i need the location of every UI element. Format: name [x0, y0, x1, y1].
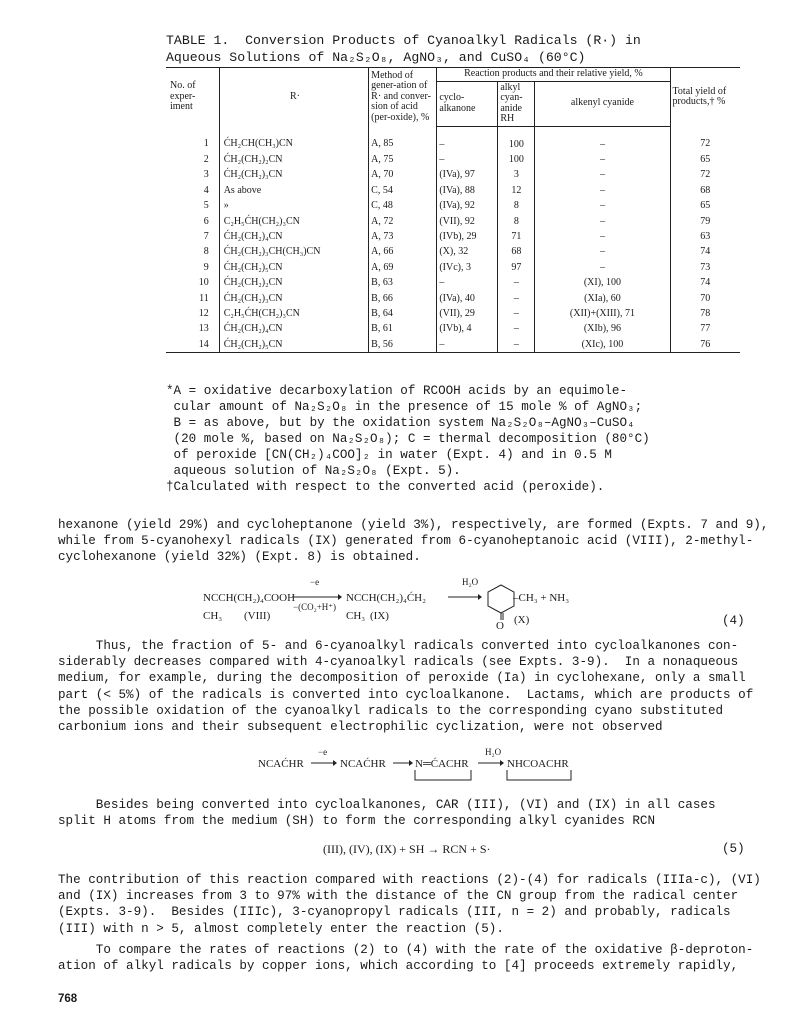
page-number: 768 — [58, 993, 78, 1005]
cell-alkenyl-cyanide: – — [535, 244, 670, 259]
cell-alkenyl-cyanide: – — [535, 167, 670, 182]
text-line: (Expts. 3-9). Besides (IIIc), 3-cyanopropyl radicals (III, n = 2) and probably, radicals — [58, 905, 731, 920]
table-row — [166, 275, 740, 290]
table-footnotes — [166, 383, 650, 495]
cell-method: A, 85 — [369, 126, 437, 152]
lactam-cyclized: N═ĆACHR — [415, 758, 469, 770]
cell-alkenyl-cyanide: (XI), 100 — [535, 275, 670, 290]
cell-method: A, 72 — [369, 213, 437, 228]
header-cycloalkanone: cyclo-alkanone — [437, 81, 498, 126]
cell-alkenyl-cyanide: (XIc), 100 — [535, 337, 670, 353]
cell-method: A, 75 — [369, 152, 437, 167]
eq4-intermediate-label: (IX) — [370, 610, 389, 622]
text-line: while from 5-cyanohexyl radicals (IX) generated from 6-cyanoheptanoic acid (VIII), 2-methyl- — [58, 534, 754, 549]
cell-alkyl-cyanide: 97 — [498, 260, 535, 275]
table-body — [166, 126, 740, 352]
cell-method: C, 48 — [369, 198, 437, 213]
text-line: To compare the rates of reactions (2) to (4) with the rate of the oxidative β-deproton- — [58, 943, 754, 957]
eq4-reactant-label: (VIII) — [244, 610, 271, 622]
cell-cycloalkanone: (X), 32 — [437, 244, 498, 259]
cell-total-yield: 74 — [670, 275, 740, 290]
cell-experiment-no: 7 — [203, 231, 209, 243]
eq4-arrow-2 — [448, 592, 482, 602]
footnote-line: †Calculated with respect to the converted acid (peroxide). — [166, 480, 605, 494]
cell-total-yield: 79 — [670, 213, 740, 228]
table-row — [166, 152, 740, 167]
cell-experiment-no: 2 — [203, 154, 209, 166]
cell-method: B, 56 — [369, 337, 437, 353]
table-caption-line-1: TABLE 1. Conversion Products of Cyanoalkyl Radicals (R·) in — [166, 33, 641, 48]
cell-experiment-no: 8 — [203, 246, 209, 258]
paragraph-1 — [58, 517, 769, 566]
lactam-arrow-1-label: −e — [318, 747, 328, 757]
table-row — [166, 167, 740, 182]
lactam-ring-bracket-1 — [413, 770, 475, 782]
cell-alkenyl-cyanide: – — [535, 229, 670, 244]
eq4-product-label: (X) — [514, 614, 530, 626]
cell-cycloalkanone: – — [437, 275, 498, 290]
cell-alkyl-cyanide: 12 — [498, 183, 535, 198]
text-line: Thus, the fraction of 5- and 6-cyanoalkyl radicals converted into cycloalkanones con- — [58, 639, 739, 653]
text-line: carbonium ions and their subsequent electrophilic cyclization, were not observed — [58, 720, 663, 735]
text-line: (III) with n > 5, almost completely enter the reaction (5). — [58, 921, 504, 936]
paragraph-2 — [58, 638, 758, 735]
table-row — [166, 306, 740, 321]
footnote-line: B = as above, but by the oxidation system Na₂S₂O₈–AgNO₃–CuSO₄ — [166, 416, 635, 430]
cell-cycloalkanone: (VII), 29 — [437, 306, 498, 321]
table-row — [166, 321, 740, 336]
cell-experiment-no: 11 — [199, 292, 209, 304]
cell-alkenyl-cyanide: – — [535, 260, 670, 275]
header-reaction-products: Reaction products and their relative yield, % — [437, 68, 670, 82]
cell-cycloalkanone: (IVb), 29 — [437, 229, 498, 244]
cell-cycloalkanone: (IVa), 92 — [437, 198, 498, 213]
table-row — [166, 183, 740, 198]
text-line: the possible oxidation of the cyanoalkyl radicals to the corresponding cyano substituted — [58, 703, 724, 718]
cell-total-yield: 65 — [670, 198, 740, 213]
cell-cycloalkanone: (IVc), 3 — [437, 260, 498, 275]
cell-radical: ĆH₂(CH₂)₂CN — [219, 152, 368, 167]
cell-experiment-no: 4 — [203, 184, 209, 196]
cell-method: A, 73 — [369, 229, 437, 244]
text-line: The contribution of this reaction compared with reactions (2)-(4) for radicals (IIIa-c), (VI) — [58, 873, 761, 887]
text-line: siderably decreases compared with 4-cyanoalkyl radicals (see Expts. 3-9). In a nonaqueous — [58, 655, 739, 670]
cell-alkyl-cyanide: 68 — [498, 244, 535, 259]
cell-alkyl-cyanide: – — [498, 275, 535, 290]
cell-alkyl-cyanide: 3 — [498, 167, 535, 182]
cell-alkenyl-cyanide: (XIb), 96 — [535, 321, 670, 336]
cell-cycloalkanone: (IVa), 88 — [437, 183, 498, 198]
lactam-arrow-3 — [478, 758, 504, 768]
cell-total-yield: 74 — [670, 244, 740, 259]
cell-total-yield: 63 — [670, 229, 740, 244]
cell-radical: ĆH₂(CH₂)₄CN — [219, 229, 368, 244]
footnote-line: (20 mole %, based on Na₂S₂O₈); C = thermal decomposition (80°C) — [166, 432, 650, 446]
cell-alkenyl-cyanide: (XIa), 60 — [535, 290, 670, 305]
cell-alkyl-cyanide: – — [498, 321, 535, 336]
cell-radical: ĆH₂(CH₂)₅CN — [219, 337, 368, 353]
cell-method: B, 61 — [369, 321, 437, 336]
table-row — [166, 229, 740, 244]
cell-method: A, 69 — [369, 260, 437, 275]
cell-total-yield: 70 — [670, 290, 740, 305]
cell-cycloalkanone: (IVb), 4 — [437, 321, 498, 336]
lactam-arrow-2 — [393, 758, 413, 768]
cell-method: A, 66 — [369, 244, 437, 259]
header-method: Method of gener-ation of R· and conver-sion of acid (per-oxide), % — [369, 68, 437, 127]
footnote-line: of peroxide [CN(CH₂)₄COO]₂ in water (Expt. 4) and in 0.5 M — [166, 448, 612, 462]
cell-experiment-no: 10 — [198, 277, 209, 289]
lactam-reactant: NCAĆHR — [258, 758, 304, 770]
table-row — [166, 213, 740, 228]
table-row — [166, 290, 740, 305]
lactam-ring-bracket-2 — [505, 770, 575, 782]
cell-cycloalkanone: – — [437, 152, 498, 167]
cell-radical: ĆH₂(CH₂)₃CH(CH₃)CN — [219, 244, 368, 259]
cell-method: B, 64 — [369, 306, 437, 321]
cell-cycloalkanone: – — [437, 126, 498, 152]
cell-total-yield: 73 — [670, 260, 740, 275]
cell-radical: ĆH₂(CH₂)₂CN — [219, 275, 368, 290]
cell-radical: ĆH₂(CH₂)₅CN — [219, 260, 368, 275]
lactam-cation: NCAĆHR — [340, 758, 386, 770]
cell-cycloalkanone: (IVa), 40 — [437, 290, 498, 305]
footnote-line: aqueous solution of Na₂S₂O₈ (Expt. 5). — [166, 464, 461, 478]
lactam-arrow-1 — [311, 758, 337, 768]
cell-radical: C₂H₅ĆH(CH₂)₃CN — [219, 306, 368, 321]
paragraph-3 — [58, 797, 758, 829]
cell-method: A, 70 — [369, 167, 437, 182]
table-caption-line-2: Aqueous Solutions of Na₂S₂O₈, AgNO₃, and CuSO₄ (60°C) — [166, 50, 586, 65]
cell-radical: As above — [219, 183, 368, 198]
cell-radical: C₂H₅ĆH(CH₂)₃CN — [219, 213, 368, 228]
eq5-expression: (III), (IV), (IX) + SH → RCN + S· — [323, 842, 491, 856]
cell-alkenyl-cyanide: – — [535, 126, 670, 152]
cell-alkenyl-cyanide: – — [535, 183, 670, 198]
text-line: Besides being converted into cycloalkanones, CAR (III), (VI) and (IX) in all cases — [58, 798, 716, 812]
table-caption — [166, 32, 766, 66]
cell-total-yield: 68 — [670, 183, 740, 198]
eq4-arrow-1 — [292, 592, 342, 602]
cell-alkenyl-cyanide: – — [535, 152, 670, 167]
header-radical: R· — [219, 68, 368, 127]
cell-alkyl-cyanide: – — [498, 337, 535, 353]
text-line: and (IX) increases from 3 to 97% with the distance of the CN group from the radical center — [58, 889, 739, 904]
cell-total-yield: 65 — [670, 152, 740, 167]
cell-experiment-no: 12 — [198, 307, 209, 319]
eq4-arrow-top-label: −e — [310, 577, 320, 587]
cell-total-yield: 76 — [670, 337, 740, 353]
cell-cycloalkanone: – — [437, 337, 498, 353]
cell-experiment-no: 1 — [203, 138, 209, 150]
cell-experiment-no: 13 — [198, 323, 209, 335]
table-row — [166, 244, 740, 259]
cell-method: C, 54 — [369, 183, 437, 198]
cell-radical: ĆH₂(CH₂)₄CN — [219, 321, 368, 336]
text-line: medium, for example, during the decomposition of peroxide (Ia) in cyclohexane, only a small — [58, 671, 746, 686]
eq4-product-tail: –CH₃ + NH₃ — [513, 592, 570, 604]
cell-total-yield: 78 — [670, 306, 740, 321]
eq4-arrow-bottom-label: −(CO₂+H⁺) — [293, 602, 337, 612]
cell-alkyl-cyanide: 8 — [498, 198, 535, 213]
cell-alkenyl-cyanide: – — [535, 198, 670, 213]
cell-experiment-no: 9 — [203, 261, 209, 273]
text-line: split H atoms from the medium (SH) to form the corresponding alkyl cyanides RCN — [58, 814, 656, 829]
text-line: cyclohexanone (yield 32%) (Expt. 8) is obtained. — [58, 550, 421, 565]
cell-alkenyl-cyanide: – — [535, 213, 670, 228]
header-experiment-no: No. of exper-iment — [166, 68, 219, 127]
cell-alkyl-cyanide: – — [498, 290, 535, 305]
cell-radical: ĆH₂(CH₂)₃CN — [219, 290, 368, 305]
cell-alkyl-cyanide: 100 — [498, 152, 535, 167]
eq4-product-oxygen: O — [496, 620, 504, 632]
header-alkyl-cyanide: alkyl cyan-anide RH — [498, 81, 535, 126]
cell-radical: » — [219, 198, 368, 213]
footnote-line: cular amount of Na₂S₂O₈ in the presence of 15 mole % of AgNO₃; — [166, 400, 643, 414]
cell-experiment-no: 14 — [166, 337, 219, 353]
cell-method: B, 63 — [369, 275, 437, 290]
eq4-arrow2-top-label: H₂O — [462, 577, 479, 587]
table-row — [166, 126, 740, 152]
conversion-products-table — [166, 67, 740, 353]
text-line: part (< 5%) of the radicals is converted into cycloalkanone. Lactams, which are products of — [58, 687, 754, 702]
cell-cycloalkanone: (VII), 92 — [437, 213, 498, 228]
header-total-yield: Total yield of products,† % — [670, 68, 740, 127]
table-row — [166, 260, 740, 275]
lactam-product: NHCOACHR — [507, 758, 569, 770]
cell-experiment-no: 5 — [203, 200, 209, 212]
equation-number-5: (5) — [722, 842, 745, 856]
cell-alkyl-cyanide: 8 — [498, 213, 535, 228]
text-line: ation of alkyl radicals by copper ions, which according to [4] proceeds extremely rapidly, — [58, 959, 739, 974]
cell-total-yield: 72 — [670, 126, 740, 152]
table-row — [166, 198, 740, 213]
cell-method: B, 66 — [369, 290, 437, 305]
cell-total-yield: 72 — [670, 167, 740, 182]
eq4-intermediate: NCCH(CH₂)₄ĆH₂ — [346, 592, 426, 604]
cell-radical: ĆH₂(CH₂)₃CN — [219, 167, 368, 182]
cell-radical: ĆH₂CH(CH₃)CN — [219, 126, 368, 152]
cell-total-yield: 77 — [670, 321, 740, 336]
header-alkenyl-cyanide: alkenyl cyanide — [535, 81, 670, 126]
lactam-arrow-3-label: H₂O — [485, 747, 502, 757]
eq4-intermediate-methyl: CH₃ — [346, 610, 366, 622]
cell-experiment-no: 3 — [203, 169, 209, 181]
paragraph-5 — [58, 942, 758, 974]
footnote-line: *A = oxidative decarboxylation of RCOOH acids by an equimole- — [166, 384, 628, 398]
text-line: hexanone (yield 29%) and cycloheptanone (yield 3%), respectively, are formed (Expts. 7 and 9), — [58, 518, 769, 532]
eq4-reactant-methyl: CH₃ — [203, 610, 223, 622]
cell-cycloalkanone: (IVa), 97 — [437, 167, 498, 182]
table-row — [166, 337, 740, 353]
eq4-reactant: NCCH(CH₂)₄COOH — [203, 592, 296, 604]
equation-number-4: (4) — [722, 614, 745, 628]
paragraph-4 — [58, 872, 761, 937]
cell-alkenyl-cyanide: (XII)+(XIII), 71 — [535, 306, 670, 321]
cell-experiment-no: 6 — [203, 215, 209, 227]
cell-alkyl-cyanide: – — [498, 306, 535, 321]
cell-alkyl-cyanide: 71 — [498, 229, 535, 244]
cell-alkyl-cyanide: 100 — [498, 126, 535, 152]
